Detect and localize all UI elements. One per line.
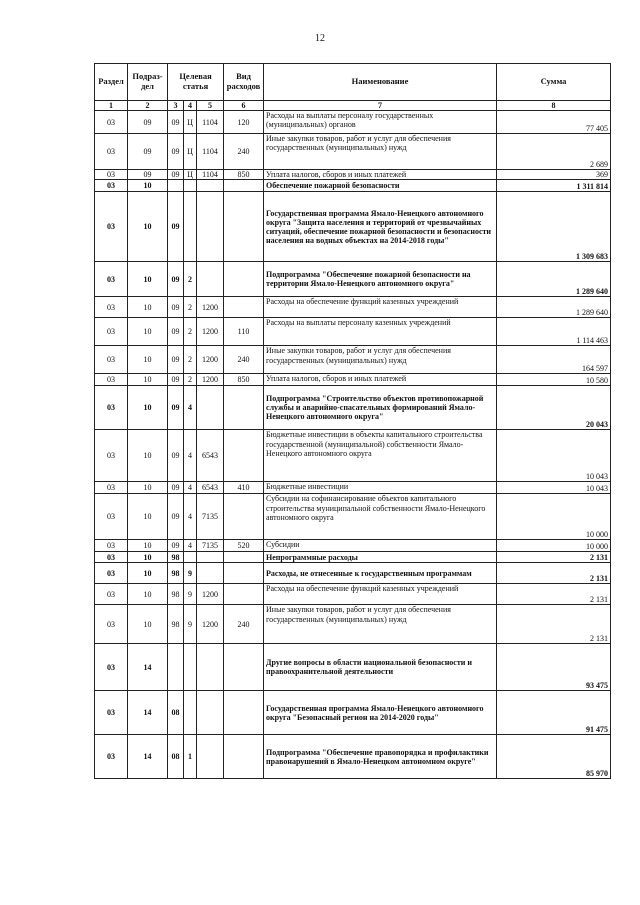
cell-sum: 1 309 683	[497, 192, 611, 262]
cell-sum: 2 131	[497, 584, 611, 605]
column-number: 2	[128, 101, 168, 111]
cell-expense-type: 520	[224, 540, 264, 552]
column-number: 8	[497, 101, 611, 111]
cell-expense-type	[224, 584, 264, 605]
table-row	[95, 262, 611, 297]
cell-sum: 20 043	[497, 386, 611, 430]
cell-program: 98	[168, 552, 184, 563]
cell-expense-type	[224, 430, 264, 482]
cell-name: Подпрограмма "Обеспечение пожарной безопасности на территории Ямало-Ненецкого автономного округа"	[264, 262, 497, 297]
cell-expense-type: 240	[224, 134, 264, 170]
page-number: 12	[315, 33, 325, 44]
cell-expense-type: 410	[224, 482, 264, 494]
cell-subprogram: Ц	[184, 134, 197, 170]
cell-subprogram	[184, 192, 197, 262]
cell-direction: 1200	[197, 297, 224, 318]
cell-name: Субсидии	[264, 540, 497, 552]
cell-subprogram: 2	[184, 346, 197, 374]
cell-expense-type	[224, 192, 264, 262]
cell-expense-type: 240	[224, 346, 264, 374]
cell-sum: 1 114 463	[497, 318, 611, 346]
cell-subprogram: Ц	[184, 111, 197, 134]
column-number-row	[95, 101, 611, 111]
cell-sum: 369	[497, 170, 611, 180]
cell-name: Расходы на обеспечение функций казенных учреждений	[264, 297, 497, 318]
cell-podrazdel: 10	[128, 192, 168, 262]
cell-razdel: 03	[95, 192, 128, 262]
cell-expense-type	[224, 262, 264, 297]
cell-podrazdel: 10	[128, 540, 168, 552]
table-row	[95, 134, 611, 170]
cell-expense-type: 120	[224, 111, 264, 134]
cell-subprogram: 4	[184, 482, 197, 494]
cell-subprogram: 2	[184, 374, 197, 386]
cell-razdel: 03	[95, 735, 128, 779]
table-row	[95, 386, 611, 430]
cell-subprogram: 2	[184, 262, 197, 297]
cell-expense-type	[224, 691, 264, 735]
cell-program: 98	[168, 563, 184, 584]
cell-program: 09	[168, 170, 184, 180]
cell-subprogram: 2	[184, 318, 197, 346]
cell-razdel: 03	[95, 318, 128, 346]
cell-razdel: 03	[95, 552, 128, 563]
cell-expense-type	[224, 180, 264, 192]
cell-razdel: 03	[95, 644, 128, 691]
cell-podrazdel: 10	[128, 262, 168, 297]
cell-subprogram	[184, 644, 197, 691]
cell-subprogram: 2	[184, 297, 197, 318]
cell-direction: 6543	[197, 482, 224, 494]
table-row	[95, 111, 611, 134]
cell-direction: 1104	[197, 170, 224, 180]
cell-expense-type	[224, 386, 264, 430]
cell-podrazdel: 10	[128, 297, 168, 318]
table-row	[95, 691, 611, 735]
cell-podrazdel: 10	[128, 552, 168, 563]
table-row	[95, 644, 611, 691]
table-row	[95, 180, 611, 192]
cell-name: Расходы, не отнесенные к государственным программам	[264, 563, 497, 584]
cell-podrazdel: 10	[128, 180, 168, 192]
cell-name: Уплата налогов, сборов и иных платежей	[264, 170, 497, 180]
cell-sum: 2 131	[497, 552, 611, 563]
cell-program: 09	[168, 318, 184, 346]
column-number: 6	[224, 101, 264, 111]
cell-podrazdel: 10	[128, 386, 168, 430]
cell-razdel: 03	[95, 482, 128, 494]
cell-direction: 1200	[197, 584, 224, 605]
table-row	[95, 563, 611, 584]
header-row	[95, 64, 611, 101]
table-row	[95, 346, 611, 374]
cell-sum: 77 405	[497, 111, 611, 134]
cell-razdel: 03	[95, 374, 128, 386]
cell-sum: 1 311 814	[497, 180, 611, 192]
cell-direction	[197, 262, 224, 297]
cell-name: Бюджетные инвестиции	[264, 482, 497, 494]
cell-razdel: 03	[95, 134, 128, 170]
cell-razdel: 03	[95, 262, 128, 297]
cell-name: Иные закупки товаров, работ и услуг для обеспечения государственных (муниципальных) нужд	[264, 134, 497, 170]
cell-razdel: 03	[95, 170, 128, 180]
cell-sum: 93 475	[497, 644, 611, 691]
cell-direction: 1200	[197, 374, 224, 386]
cell-podrazdel: 10	[128, 605, 168, 644]
cell-podrazdel: 10	[128, 584, 168, 605]
cell-podrazdel: 10	[128, 494, 168, 540]
cell-sum: 164 597	[497, 346, 611, 374]
cell-razdel: 03	[95, 430, 128, 482]
table-row	[95, 540, 611, 552]
cell-name: Расходы на обеспечение функций казенных учреждений	[264, 584, 497, 605]
cell-program: 98	[168, 605, 184, 644]
cell-name: Непрограммные расходы	[264, 552, 497, 563]
cell-expense-type	[224, 494, 264, 540]
cell-subprogram	[184, 180, 197, 192]
cell-name: Расходы на выплаты персоналу государственных (муниципальных) органов	[264, 111, 497, 134]
cell-podrazdel: 14	[128, 735, 168, 779]
cell-podrazdel: 10	[128, 563, 168, 584]
cell-sum: 1 289 640	[497, 297, 611, 318]
cell-podrazdel: 14	[128, 691, 168, 735]
cell-razdel: 03	[95, 605, 128, 644]
cell-program: 09	[168, 111, 184, 134]
cell-program: 09	[168, 134, 184, 170]
cell-direction: 1104	[197, 134, 224, 170]
column-number: 1	[95, 101, 128, 111]
cell-program: 09	[168, 192, 184, 262]
header-razdel: Раздел	[95, 64, 128, 101]
column-number: 4	[184, 101, 197, 111]
cell-expense-type	[224, 563, 264, 584]
cell-podrazdel: 10	[128, 482, 168, 494]
cell-name: Уплата налогов, сборов и иных платежей	[264, 374, 497, 386]
cell-program: 09	[168, 494, 184, 540]
cell-name: Обеспечение пожарной безопасности	[264, 180, 497, 192]
cell-direction	[197, 735, 224, 779]
cell-sum: 10 580	[497, 374, 611, 386]
column-number: 5	[197, 101, 224, 111]
cell-program: 09	[168, 297, 184, 318]
cell-podrazdel: 09	[128, 170, 168, 180]
cell-subprogram: 9	[184, 584, 197, 605]
cell-direction: 7135	[197, 540, 224, 552]
cell-name: Государственная программа Ямало-Ненецкого автономного округа "Безопасный регион на 2014-2020 годы"	[264, 691, 497, 735]
cell-name: Иные закупки товаров, работ и услуг для обеспечения государственных (муниципальных) нужд	[264, 605, 497, 644]
cell-direction	[197, 180, 224, 192]
cell-program: 09	[168, 374, 184, 386]
cell-program: 09	[168, 430, 184, 482]
cell-program: 09	[168, 386, 184, 430]
cell-subprogram: 4	[184, 386, 197, 430]
cell-direction	[197, 644, 224, 691]
cell-razdel: 03	[95, 346, 128, 374]
cell-subprogram	[184, 552, 197, 563]
cell-podrazdel: 10	[128, 374, 168, 386]
cell-program: 08	[168, 735, 184, 779]
table-row	[95, 374, 611, 386]
cell-razdel: 03	[95, 494, 128, 540]
cell-program: 09	[168, 346, 184, 374]
table-row	[95, 192, 611, 262]
cell-razdel: 03	[95, 111, 128, 134]
column-number: 7	[264, 101, 497, 111]
cell-sum: 10 000	[497, 494, 611, 540]
cell-program	[168, 180, 184, 192]
header-podrazdel: Подраз-дел	[128, 64, 168, 101]
cell-expense-type	[224, 644, 264, 691]
header-expense-type: Вид расходов	[224, 64, 264, 101]
cell-name: Другие вопросы в области национальной безопасности и правоохранительной деятельности	[264, 644, 497, 691]
cell-sum: 2 131	[497, 563, 611, 584]
cell-subprogram	[184, 691, 197, 735]
table-row	[95, 430, 611, 482]
cell-direction	[197, 563, 224, 584]
cell-subprogram: Ц	[184, 170, 197, 180]
table-row	[95, 584, 611, 605]
cell-podrazdel: 10	[128, 430, 168, 482]
header-sum: Сумма	[497, 64, 611, 101]
cell-name: Иные закупки товаров, работ и услуг для обеспечения государственных (муниципальных) нужд	[264, 346, 497, 374]
cell-podrazdel: 10	[128, 318, 168, 346]
table-row	[95, 482, 611, 494]
cell-sum: 85 970	[497, 735, 611, 779]
column-number: 3	[168, 101, 184, 111]
cell-sum: 91 475	[497, 691, 611, 735]
cell-expense-type: 850	[224, 170, 264, 180]
cell-sum: 10 000	[497, 540, 611, 552]
cell-subprogram: 9	[184, 605, 197, 644]
table-row	[95, 297, 611, 318]
cell-direction: 1200	[197, 605, 224, 644]
cell-podrazdel: 09	[128, 111, 168, 134]
cell-direction: 1200	[197, 318, 224, 346]
cell-subprogram: 9	[184, 563, 197, 584]
cell-expense-type: 110	[224, 318, 264, 346]
table-row	[95, 170, 611, 180]
cell-razdel: 03	[95, 180, 128, 192]
cell-expense-type	[224, 297, 264, 318]
cell-sum: 2 689	[497, 134, 611, 170]
cell-razdel: 03	[95, 386, 128, 430]
table-row	[95, 605, 611, 644]
cell-program: 98	[168, 584, 184, 605]
cell-podrazdel: 14	[128, 644, 168, 691]
cell-razdel: 03	[95, 297, 128, 318]
header-name: Наименование	[264, 64, 497, 101]
cell-subprogram: 1	[184, 735, 197, 779]
cell-sum: 10 043	[497, 482, 611, 494]
cell-name: Государственная программа Ямало-Ненецкого автономного округа "Защита населения и территорий от чрезвычайных ситуаций, обеспечение пожарной безопасности и безопасности населения на водных объектах на 2014-2018 годы"	[264, 192, 497, 262]
cell-sum: 10 043	[497, 430, 611, 482]
cell-direction	[197, 192, 224, 262]
cell-razdel: 03	[95, 584, 128, 605]
cell-subprogram: 4	[184, 430, 197, 482]
budget-table-body	[95, 111, 611, 779]
cell-direction: 1200	[197, 346, 224, 374]
cell-name: Расходы на выплаты персоналу казенных учреждений	[264, 318, 497, 346]
cell-direction: 7135	[197, 494, 224, 540]
budget-table	[94, 63, 611, 779]
cell-program: 08	[168, 691, 184, 735]
cell-program: 09	[168, 540, 184, 552]
cell-expense-type	[224, 735, 264, 779]
cell-name: Бюджетные инвестиции в объекты капитального строительства государственной (муниципальной) собственности Ямало-Ненецкого автономного округа	[264, 430, 497, 482]
cell-razdel: 03	[95, 691, 128, 735]
cell-direction: 1104	[197, 111, 224, 134]
table-row	[95, 494, 611, 540]
cell-direction	[197, 386, 224, 430]
cell-name: Подпрограмма "Строительство объектов противопожарной службы и аварийно-спасательных формирований Ямало-Ненецкого автономного округа"	[264, 386, 497, 430]
cell-program: 09	[168, 482, 184, 494]
cell-subprogram: 4	[184, 540, 197, 552]
cell-podrazdel: 09	[128, 134, 168, 170]
cell-expense-type: 850	[224, 374, 264, 386]
cell-subprogram: 4	[184, 494, 197, 540]
cell-expense-type	[224, 552, 264, 563]
cell-direction	[197, 691, 224, 735]
cell-sum: 2 131	[497, 605, 611, 644]
cell-razdel: 03	[95, 563, 128, 584]
cell-razdel: 03	[95, 540, 128, 552]
table-row	[95, 318, 611, 346]
cell-expense-type: 240	[224, 605, 264, 644]
header-target-article: Целевая статья	[168, 64, 224, 101]
cell-name: Подпрограмма "Обеспечение правопорядка и профилактики правонарушений в Ямало-Ненецком автономном округе"	[264, 735, 497, 779]
cell-direction	[197, 552, 224, 563]
cell-name: Субсидии на софинансирование объектов капитального строительства муниципальной собственности Ямало-Ненецкого автономного округа	[264, 494, 497, 540]
cell-sum: 1 289 640	[497, 262, 611, 297]
cell-podrazdel: 10	[128, 346, 168, 374]
table-row	[95, 735, 611, 779]
table-row	[95, 552, 611, 563]
cell-direction: 6543	[197, 430, 224, 482]
cell-program: 09	[168, 262, 184, 297]
cell-program	[168, 644, 184, 691]
